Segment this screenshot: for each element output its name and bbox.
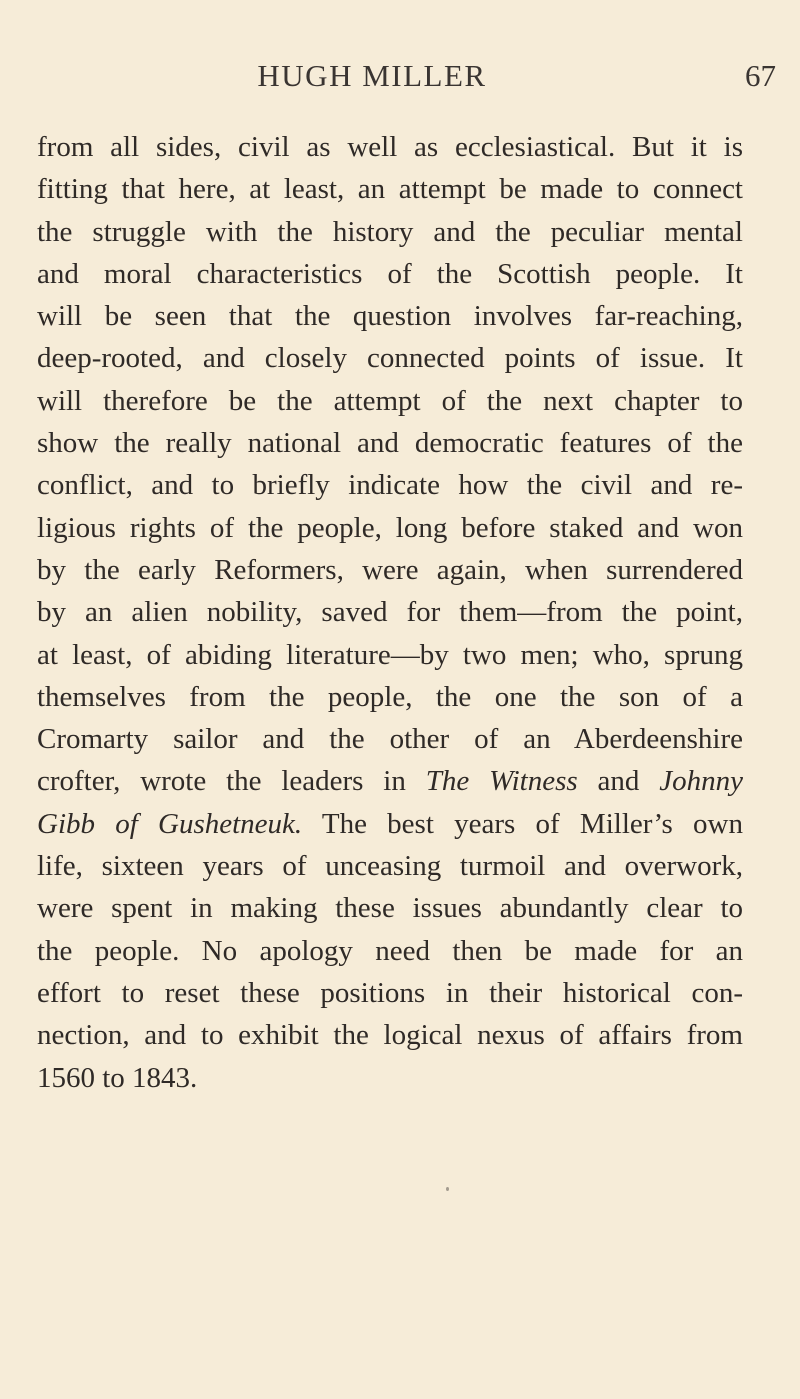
running-head-title: HUGH MILLER (257, 58, 487, 93)
page-number: 67 (745, 58, 776, 93)
text-run: crofter, wrote the leaders in (37, 765, 426, 798)
text-line: will therefore be the attempt of the next chapter to (37, 384, 743, 417)
text-line: nection, and to exhibit the logical nexus of affairs from (37, 1019, 743, 1052)
text-line: 1560 to 1843. (37, 1061, 198, 1094)
text-run: and (577, 765, 660, 798)
text-line: Cromarty sailor and the other of an Aberdeenshire (37, 723, 743, 756)
text-line: effort to reset these positions in their historical con- (37, 976, 743, 1009)
text-line: by an alien nobility, saved for them—from the point, (37, 596, 743, 629)
text-line: will be seen that the question involves far-reaching, (37, 300, 743, 333)
text-line (37, 760, 743, 802)
text-line: life, sixteen years of unceasing turmoil and overwork, (37, 850, 743, 883)
text-line: the struggle with the history and the peculiar mental (37, 215, 743, 248)
text-line: fitting that here, at least, an attempt be made to connect (37, 173, 743, 206)
text-run: The best years of Miller’s own (302, 807, 743, 840)
paper-speck (446, 1187, 449, 1191)
italic-title-gibb-of-gushetneuk: Gibb of Gushetneuk. (37, 807, 303, 840)
text-line: from all sides, civil as well as ecclesiastical. But it is (37, 131, 743, 163)
italic-title-johnny: Johnny (659, 765, 743, 798)
text-line: show the really national and democratic features of the (37, 427, 743, 460)
text-line: were spent in making these issues abundantly clear to (37, 892, 743, 925)
italic-title-the-witness: The Witness (425, 765, 578, 798)
text-line: deep-rooted, and closely connected points of issue. It (37, 342, 743, 375)
text-line (37, 803, 743, 845)
text-line: ligious rights of the people, long before staked and won (37, 511, 743, 544)
text-line: at least, of abiding literature—by two men; who, sprung (37, 638, 743, 671)
text-line: conflict, and to briefly indicate how the civil and re- (37, 469, 743, 502)
text-line: and moral characteristics of the Scottish people. It (37, 257, 743, 290)
text-line: the people. No apology need then be made for an (37, 934, 743, 967)
body-paragraph (37, 126, 743, 1099)
text-line: themselves from the people, the one the son of a (37, 680, 743, 713)
text-line: by the early Reformers, were again, when surrendered (37, 553, 743, 586)
running-head (0, 58, 800, 98)
